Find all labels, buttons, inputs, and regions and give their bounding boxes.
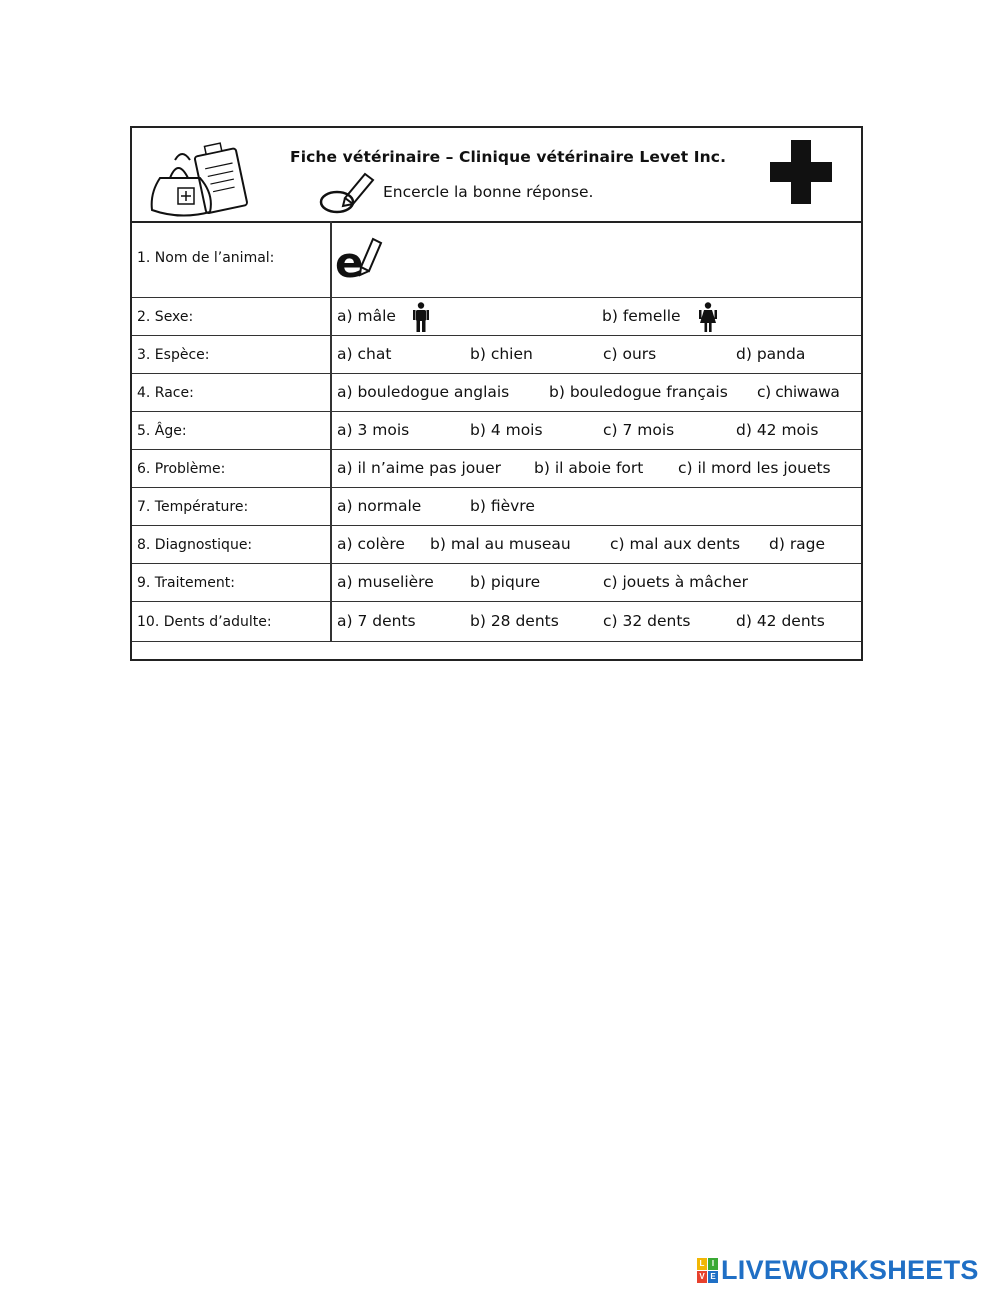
answer-option[interactable]: a) colère	[337, 535, 405, 553]
question-label: 8. Diagnostique:	[137, 537, 253, 553]
question-label: 1. Nom de l’animal:	[137, 250, 275, 266]
answer-option[interactable]: d) panda	[736, 345, 806, 363]
answer-option[interactable]: d) 42 dents	[736, 612, 825, 630]
question-label: 7. Température:	[137, 499, 249, 515]
question-row-4	[132, 374, 861, 412]
answer-option[interactable]: d) rage	[769, 535, 826, 553]
answer-option[interactable]: b) chien	[470, 345, 533, 363]
answer-option[interactable]: c) 32 dents	[603, 612, 691, 630]
form-title: Fiche vétérinaire – Clinique vétérinaire Levet Inc.	[290, 148, 727, 166]
vet-form	[130, 126, 863, 661]
question-row-5	[132, 412, 861, 450]
answer-option[interactable]: a) 7 dents	[337, 612, 416, 630]
female-icon	[698, 302, 718, 332]
circle-answer-icon	[319, 168, 379, 218]
answer-option[interactable]: b) il aboie fort	[534, 459, 644, 477]
brand-block: V	[697, 1271, 707, 1283]
answer-option[interactable]: b) femelle	[602, 307, 681, 325]
answer-option[interactable]: b) 28 dents	[470, 612, 559, 630]
answer-option[interactable]: b) fièvre	[470, 497, 535, 515]
question-label: 5. Âge:	[137, 423, 187, 439]
answer-option[interactable]: a) normale	[337, 497, 422, 515]
question-row-7	[132, 488, 861, 526]
form-instruction: Encercle la bonne réponse.	[383, 183, 594, 201]
answer-option[interactable]: a) bouledogue anglais	[337, 383, 510, 401]
answer-option[interactable]: a) 3 mois	[337, 421, 410, 439]
question-row-8	[132, 526, 861, 564]
answer-option[interactable]: c) mal aux dents	[610, 535, 741, 553]
question-row-6	[132, 450, 861, 488]
answer-option[interactable]: a) mâle	[337, 307, 396, 325]
answer-option[interactable]: b) mal au museau	[430, 535, 571, 553]
question-label: 6. Problème:	[137, 461, 226, 477]
medical-cross-icon	[770, 140, 832, 204]
answer-option[interactable]: c) chiwawa	[757, 383, 840, 401]
answer-option[interactable]: c) ours	[603, 345, 657, 363]
answer-option[interactable]: b) 4 mois	[470, 421, 543, 439]
answer-option[interactable]: a) chat	[337, 345, 392, 363]
liveworksheets-logo	[697, 1255, 979, 1286]
brand-block: L	[697, 1258, 707, 1270]
question-row-2	[132, 298, 861, 336]
answer-option[interactable]: c) 7 mois	[603, 421, 675, 439]
form-header	[132, 128, 861, 223]
answer-option[interactable]: c) jouets à mâcher	[603, 573, 749, 591]
brand-block: E	[708, 1271, 718, 1283]
answer-option[interactable]: b) piqure	[470, 573, 541, 591]
answer-option[interactable]: a) il n’aime pas jouer	[337, 459, 501, 477]
edit-letter-icon[interactable]	[335, 233, 383, 283]
answer-option[interactable]: b) bouledogue français	[549, 383, 728, 401]
answer-option[interactable]: d) 42 mois	[736, 421, 819, 439]
question-label: 10. Dents d’adulte:	[137, 614, 272, 630]
question-row-9	[132, 564, 861, 602]
brand-name: LIVEWORKSHEETS	[721, 1255, 979, 1285]
question-row-1	[132, 221, 861, 298]
brand-block: I	[708, 1258, 718, 1270]
medical-bag-clipboard-icon	[140, 138, 258, 218]
question-label: 3. Espèce:	[137, 347, 210, 363]
question-row-10	[132, 602, 861, 642]
brand-mark-icon	[697, 1258, 718, 1283]
svg-text:e: e	[335, 238, 364, 283]
question-label: 2. Sexe:	[137, 309, 194, 325]
question-label: 9. Traitement:	[137, 575, 235, 591]
answer-option[interactable]: a) muselière	[337, 573, 434, 591]
male-icon	[412, 302, 430, 332]
question-row-3	[132, 336, 861, 374]
question-label: 4. Race:	[137, 385, 194, 401]
answer-option[interactable]: c) il mord les jouets	[678, 459, 831, 477]
